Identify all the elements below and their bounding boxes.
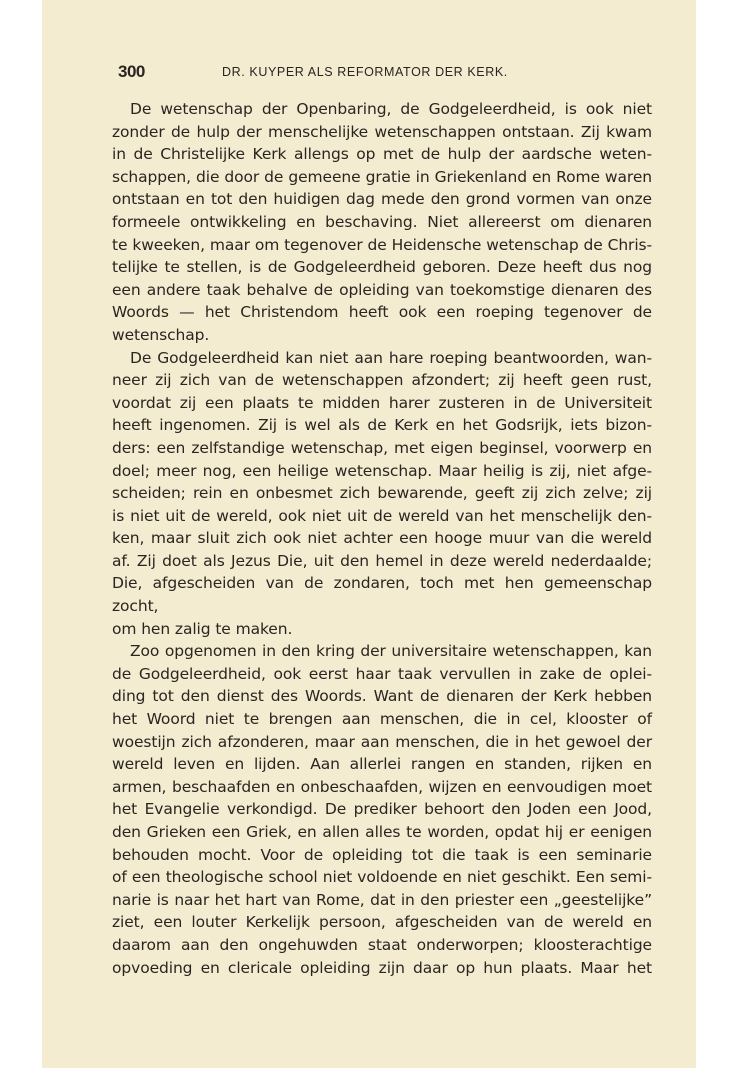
text-line: telijke te stellen, is de Godgeleerdheid geboren. Deze heeft dus nog — [112, 258, 652, 277]
paragraph-3 — [112, 640, 652, 979]
text-line: ders: een zelfstandige wetenschap, met eigen beginsel, voorwerp en — [112, 438, 652, 457]
text-line: heeft ingenomen. Zij is wel als de Kerk en het Godsrijk, iets bizon- — [112, 416, 652, 435]
text-line: af. Zij doet als Jezus Die, uit den hemel in deze wereld nederdaalde; — [112, 551, 652, 570]
paragraph-1 — [112, 98, 652, 347]
text-line: De Godgeleerdheid kan niet aan hare roeping beantwoorden, wan- — [130, 348, 652, 367]
text-line: om hen zalig te maken. — [112, 619, 293, 638]
text-line: behouden mocht. Voor de opleiding tot die taak is een seminarie — [112, 845, 652, 864]
text-line: het Woord niet te brengen aan menschen, die in cel, klooster of — [112, 710, 652, 729]
text-line: woestijn zich afzonderen, maar aan menschen, die in het gewoel der — [112, 732, 652, 751]
text-line: het Evangelie verkondigd. De prediker behoort den Joden een Jood, — [112, 800, 652, 819]
text-line: den Grieken een Griek, en allen alles te worden, opdat hij er eenigen — [112, 823, 652, 841]
text-line: armen, beschaafden en onbeschaafden, wijzen en eenvoudigen moet — [112, 777, 652, 796]
paragraph-2 — [112, 347, 652, 641]
running-head: DR. KUYPER ALS REFORMATOR DER KERK. — [222, 65, 508, 79]
text-line: ontstaan en tot den huidigen dag mede den grond vormen van onze — [112, 190, 652, 209]
text-line: te kweeken, maar om tegenover de Heidensche wetenschap de Chris- — [112, 235, 652, 254]
text-line: narie is naar het hart van Rome, dat in den priester een „geestelijke” — [112, 890, 652, 909]
text-line: in de Christelijke Kerk allengs op met de hulp der aardsche weten- — [112, 145, 652, 164]
text-line: neer zij zich van de wetenschappen afzondert; zij heeft geen rust, — [112, 371, 652, 390]
text-line: opvoeding en clericale opleiding zijn daar op hun plaats. Maar het — [112, 958, 652, 977]
text-line: de Godgeleerdheid, ook eerst haar taak vervullen in zake de oplei- — [112, 664, 652, 683]
text-line: wereld leven en lijden. Aan allerlei rangen en standen, rijken en — [112, 755, 652, 774]
page-header — [118, 62, 638, 84]
text-line: of een theologische school niet voldoende en niet geschikt. Een semi- — [112, 868, 652, 887]
text-line: scheiden; rein en onbesmet zich bewarende, geeft zij zich zelve; zij — [112, 484, 652, 503]
body-text — [112, 98, 652, 979]
text-line: is niet uit de wereld, ook niet uit de wereld van het menschelijk den- — [112, 506, 652, 525]
text-line: zonder de hulp der menschelijke wetenschappen ontstaan. Zij kwam — [112, 122, 652, 141]
page-number: 300 — [118, 62, 145, 81]
text-line: wetenschap. — [112, 325, 210, 344]
text-line: De wetenschap der Openbaring, de Godgeleerdheid, is ook niet — [130, 100, 652, 118]
text-line: een andere taak behalve de opleiding van toekomstige dienaren des — [112, 280, 652, 299]
text-line: schappen, die door de gemeene gratie in Griekenland en Rome waren — [112, 167, 652, 186]
text-line: Die, afgescheiden van de zondaren, toch met hen gemeenschap zocht, — [112, 574, 652, 616]
text-line: formeele ontwikkeling en beschaving. Niet allereerst om dienaren — [112, 212, 652, 231]
text-line: ding tot den dienst des Woords. Want de dienaren der Kerk hebben — [112, 687, 652, 706]
text-line: Woords — het Christendom heeft ook een roeping tegenover de — [112, 303, 652, 322]
text-line: voordat zij een plaats te midden harer zusteren in de Universiteit — [112, 393, 652, 412]
text-line: ken, maar sluit zich ook niet achter een hooge muur van die wereld — [112, 529, 652, 548]
text-line: doel; meer nog, een heilige wetenschap. Maar heilig is zij, niet afge- — [112, 461, 652, 480]
text-line: ziet, een louter Kerkelijk persoon, afgescheiden van de wereld en — [112, 913, 652, 932]
text-line: Zoo opgenomen in den kring der universitaire wetenschappen, kan — [130, 642, 652, 661]
book-page — [42, 0, 696, 1068]
text-line: daarom aan den ongehuwden staat onderworpen; kloosterachtige — [112, 935, 652, 954]
